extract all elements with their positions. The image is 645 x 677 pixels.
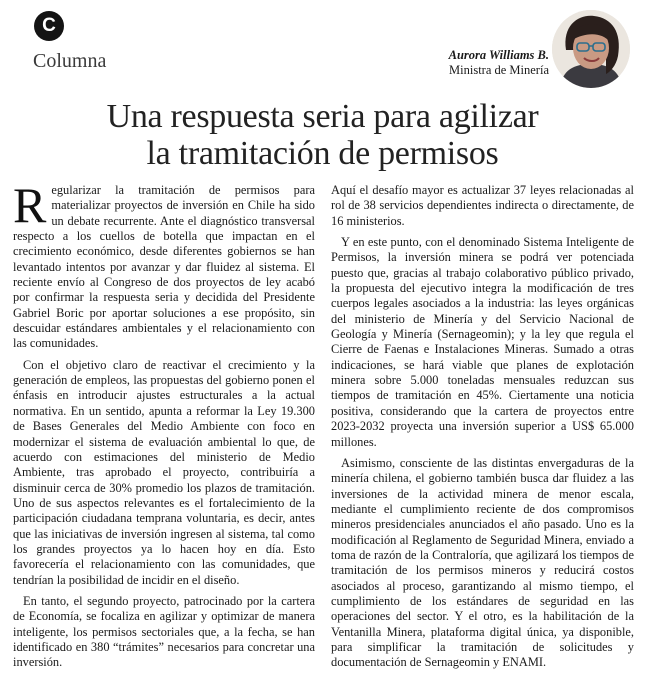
author-role: Ministra de Minería [449, 63, 549, 77]
article-paragraph: Asimismo, consciente de las distintas envergaduras de la minería chilena, el gobierno también busca dar fluidez a las inversiones de la actividad minera de menor escala, mediante el cumplimiento reciente de dos compromisos mineros presidenciales anunciados el año pasado. Uno es la modificación al Reglamento de Seguridad Minera, enviado a toma de razón de la Contraloría, que agilizará los tiempos de tramitación de los permisos mineros y reducirá costos asociados al proceso, garantizando al mismo tiempo, el cumplimiento de los estándares de seguridad en las operaciones del sector. Y el otro, es la habilitación de la Ventanilla Minera, plataforma digital única, ya disponible, para simplificar la tramitación de solicitudes y documentación de Sernageomin y ENAMI. [331, 455, 634, 670]
author-name: Aurora Williams B. [448, 48, 549, 62]
author-photo [552, 10, 630, 88]
headline-line-2: la tramitación de permisos [146, 135, 499, 172]
article-paragraph: Y en este punto, con el denominado Sistema Inteligente de Permisos, la inversión minera se podrá ver potenciada puesto que, gracias al trabajo colaborativo público privado, la propuesta del ejecutivo integra la modificación de tres cuerpos legales asociados a la industria: las leyes orgánicas del ministerio de Minería y del Servicio Nacional de Geología y Minería (Sernageomin); y la ley que regula el Cierre de Faenas e Instalaciones Mineras. Sumado a otras indicaciones, se hará viable que planes de explotación minera sobre 5.000 toneladas mensuales reduzcan sus tiempos de tramitación en 45%. Ciertamente una noticia positiva, considerando que la cartera de proyectos entre 2023-2032 proyecta una inversión superior a US$ 65.000 millones. [331, 235, 634, 449]
article-paragraph: Aquí el desafío mayor es actualizar 37 leyes relacionadas al rol de 38 servicios dependientes indirecta o directamente, de 16 ministerios. [331, 183, 634, 228]
column-logo-icon: C [34, 11, 64, 41]
section-label: Columna [33, 50, 107, 72]
paragraph-text: egularizar la tramitación de permisos para materializar proyectos de inversión en Chile ha sido un debate recurrente. Ante el diagnóstico transversal respecto a los cuellos de botella que impactan en el crecimiento económico, desde diferentes gobiernos se han levantado intentos por avanzar y dar fluidez al sistema. El reciente envío al Congreso de dos proyectos de ley acabó por confirmar la respuesta seria y decidida del Presidente Gabriel Boric por aportar soluciones a ese propósito, sin descuidar estándares ambientales y el relacionamiento con las comunidades. [13, 183, 315, 351]
article-paragraph: Con el objetivo claro de reactivar el crecimiento y la generación de empleos, las propuestas del gobierno ponen el énfasis en introducir ajustes estructurales a la actual normativa. En un sentido, apunta a reformar la Ley 19.300 de Bases Generales del Medio Ambiente con foco en modernizar el sistema de evaluación ambiental lo que, de acuerdo con estimaciones del ministerio de Medio Ambiente, tras aprobado el proyecto, contribuiría a disminuir cerca de 30% promedio los plazos de tramitación. Uno de sus aspectos relevantes es el fortalecimiento de la participación ciudadana temprana voluntaria, es decir, antes que las iniciativas de inversión ingresen al sistema, tal como los grandes proyectos ya lo hacen hoy en día. Esto favorecería el relacionamiento con las comunidades, que tendrían la posibilidad de incidir en el diseño. [13, 357, 315, 587]
article-column-left [13, 177, 315, 677]
headline-line-1: Una respuesta seria para agilizar [106, 98, 539, 135]
dropcap: R [13, 177, 47, 233]
article-column-right [331, 183, 634, 677]
article-paragraph: En tanto, el segundo proyecto, patrocinado por la cartera de Economía, se focaliza en agilizar y optimizar de manera inteligente, los permisos sectoriales que, a la fecha, se han identificado en 380 “trámites” necesarios para concretar una inversión. [13, 593, 315, 670]
headline [0, 98, 645, 172]
article-paragraph [13, 177, 315, 352]
author-portrait-icon [552, 10, 630, 88]
